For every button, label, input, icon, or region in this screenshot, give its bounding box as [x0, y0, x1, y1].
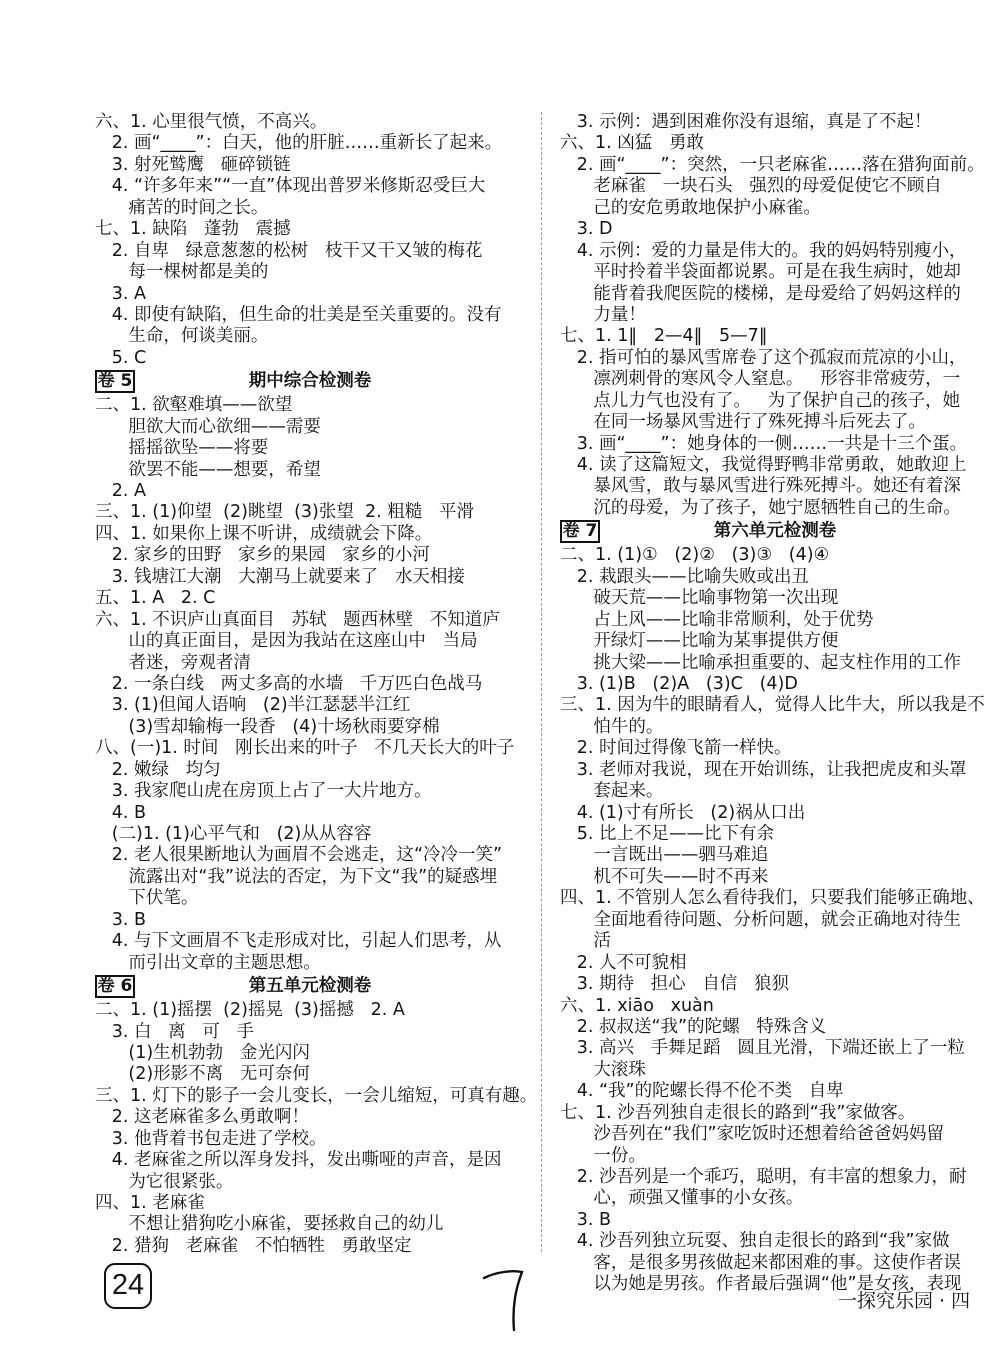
answer-line: 点儿力气也没有了。 为了保护自己的孩子，她	[560, 390, 961, 411]
section-tag: 卷 5	[95, 370, 135, 393]
answer-line: 2. 画“____”：白天，他的肝脏……重新长了起来。	[95, 133, 503, 154]
answer-line: 而引出文章的主题思想。	[95, 952, 321, 973]
answer-line: 每一棵树都是美的	[95, 262, 269, 283]
right-column	[560, 112, 990, 1296]
answer-line: 摇摇欲坠——将要	[95, 438, 269, 459]
page-number: 24	[104, 1263, 152, 1309]
answer-line: 4. 与下文画眉不飞走形成对比，引起人们思考，从	[95, 931, 502, 952]
answer-line: 活	[560, 931, 611, 952]
answer-line: 不想让猎狗吃小麻雀，要拯救自己的幼儿	[95, 1214, 444, 1235]
answer-line: 平时拎着半袋面都说累。可是在我生病时，她却	[560, 262, 961, 283]
answer-line: 七、1. 缺陷 蓬勃 震撼	[95, 219, 291, 240]
answer-line: 4. 即使有缺陷，但生命的壮美是至关重要的。没有	[95, 304, 502, 325]
answer-line: (2)形影不离 无可奈何	[95, 1064, 310, 1085]
answer-line: 3. 射死鹫鹰 砸碎锁链	[95, 154, 291, 175]
answer-line: 二、1. 欲壑难填——欲望	[95, 395, 293, 416]
answer-line: 3. 白 离 可 手	[95, 1021, 255, 1042]
answer-line: 2. 一条白线 两丈多高的水墙 千万匹白色战马	[95, 673, 483, 694]
answer-line: 五、1. A 2. C	[95, 588, 216, 609]
column-divider	[541, 112, 542, 1252]
answer-line: (3)雪却输梅一段香 (4)十场秋雨要穿棉	[95, 716, 440, 737]
answer-line: (1)生机勃勃 金光闪闪	[95, 1042, 310, 1063]
answer-line: 沙吾列在“我们”家吃饭时还想着给爸爸妈妈留	[560, 1124, 945, 1145]
answer-line: (二)1. (1)心平气和 (2)从从容容	[95, 824, 372, 844]
answer-line: 七、1. 沙吾列独自走很长的路到“我”家做客。	[560, 1102, 916, 1123]
answer-line: 二、1. (1)① (2)② (3)③ (4)④	[560, 545, 830, 566]
answer-line: 生命，何谈美丽。	[95, 326, 269, 347]
answer-line: 5. 比上不足——比下有余	[560, 824, 774, 844]
answer-line: 者迷，旁观者清	[95, 652, 251, 673]
answer-line: 暴风雪，敢与暴风雪进行殊死搏斗。她还有着深	[560, 476, 961, 497]
answer-line: 六、1. 心里很气愤，不高兴。	[95, 112, 328, 132]
answer-line: 3. (1)B (2)A (3)C (4)D	[560, 673, 798, 694]
answer-line: 4. 沙吾列独立玩耍、独自走很长的路到“我”家做	[560, 1231, 950, 1252]
answer-line: 2. 自卑 绿意葱葱的松树 枝干又干又皱的梅花	[95, 240, 483, 261]
answer-line: 4. 示例：爱的力量是伟大的。我的妈妈特别瘦小，	[560, 240, 967, 261]
handwritten-mark	[478, 1266, 538, 1336]
answer-line: 八、(一)1. 时间 刚长出来的叶子 不几天长大的叶子	[95, 738, 515, 759]
answer-line: 四、1. 如果你上课不听讲，成绩就会下降。	[95, 523, 433, 544]
section-tag: 卷 7	[560, 520, 600, 543]
answer-line: 六、1. 凶猛 勇敢	[560, 133, 704, 154]
answer-line: 3. 钱塘江大潮 大潮马上就要来了 水天相接	[95, 566, 465, 587]
answer-line: 六、1. 不识庐山真面目 苏轼 题西林壁 不知道庐	[95, 609, 500, 630]
answer-line: 3. 老师对我说，现在开始训练，让我把虎皮和头罩	[560, 759, 967, 780]
section-title: 第六单元检测卷	[713, 521, 837, 542]
answer-line: 套起来。	[560, 781, 664, 802]
answer-line: 为它很紧张。	[95, 1171, 234, 1192]
answer-line: 胆欲大而心欲细——需要	[95, 416, 321, 437]
answer-line: 2. 这老麻雀多么勇敢啊！	[95, 1107, 309, 1128]
answer-line: 机不可失——时不再来	[560, 866, 769, 887]
answer-line: 4. B	[95, 802, 146, 823]
answer-line: 大滚珠	[560, 1059, 646, 1080]
answer-line: 3. B	[95, 909, 146, 930]
answer-line: 2. 猎狗 老麻雀 不怕牺牲 勇敢坚定	[95, 1235, 412, 1256]
answer-line: 四、1. 老麻雀	[95, 1193, 205, 1213]
answer-line: 5. C	[95, 347, 147, 368]
answer-line: 4. “许多年来”“一直”体现出普罗米修斯忍受巨大	[95, 176, 486, 197]
answer-line: 3. A	[95, 283, 146, 304]
answer-line: 2. A	[95, 481, 146, 501]
answer-line: 能背着我爬医院的楼梯，是母爱给了妈妈这样的	[560, 283, 961, 304]
section-title: 第五单元检测卷	[248, 976, 372, 997]
answer-line: 七、1. 1‖ 2—4‖ 5—7‖	[560, 326, 768, 347]
answer-line: 3. 期待 担心 自信 狼狈	[560, 974, 790, 995]
answer-line: 开绿灯——比喻为某事提供方便	[560, 631, 839, 652]
answer-line: 2. 栽跟头——比喻失败或出丑	[560, 566, 809, 587]
answer-line: 心，顽强又懂事的小女孩。	[560, 1188, 804, 1209]
answer-line: 3. D	[560, 219, 613, 240]
answer-line: 2. 嫩绿 均匀	[95, 759, 221, 780]
answer-line: 2. 指可怕的暴风雪席卷了这个孤寂而荒凉的小山，	[560, 347, 967, 368]
answer-line: 3. 他背着书包走进了学校。	[95, 1128, 327, 1149]
answer-line: 以为她是男孩。作者最后强调“他”是女孩，表现	[560, 1274, 962, 1295]
answer-line: 3. 示例：遇到困难你没有退缩，真是了不起！	[560, 112, 932, 132]
answer-line: 沉的母爱，为了孩子，她宁愿牺牲自己的生命。	[560, 497, 961, 518]
answer-line: 3. 我家爬山虎在房顶上占了一大片地方。	[95, 781, 432, 802]
answer-line: 3. B	[560, 1209, 611, 1230]
answer-line: 老麻雀 一块石头 强烈的母爱促使它不顾自	[560, 176, 942, 197]
answer-line: 己的安危勇敢地保护小麻雀。	[560, 197, 821, 218]
section-header	[95, 975, 525, 1000]
answer-line: 2. 人不可貌相	[560, 952, 687, 973]
answer-line: 力量！	[560, 304, 646, 325]
answer-line: 3. 高兴 手舞足蹈 圆且光滑，下端还嵌上了一粒	[560, 1038, 965, 1059]
answer-line: 三、1. 因为牛的眼睛看人，觉得人比牛大，所以我是不	[560, 695, 985, 716]
answer-line: 4. 老麻雀之所以浑身发抖，发出嘶哑的声音，是因	[95, 1150, 502, 1171]
answer-line: 4. “我”的陀螺长得不伦不类 自卑	[560, 1081, 844, 1102]
answer-line: 在同一场暴风雪进行了殊死搏斗后死去了。	[560, 412, 926, 433]
answer-line: 欲罢不能——想要，希望	[95, 459, 321, 480]
answer-line: 客，是很多男孩做起来都困难的事。这使作者误	[560, 1252, 961, 1273]
answer-line: 2. 时间过得像飞箭一样快。	[560, 738, 792, 759]
answer-line: 3. 画“____”：她身体的一侧……一共是十三个蛋。	[560, 433, 968, 454]
answer-line: 占上风——比喻非常顺利，处于优势	[560, 609, 874, 630]
left-column	[95, 112, 538, 1257]
answer-line: 2. 老人很果断地认为画眉不会逃走，这“冷冷一笑”	[95, 845, 503, 866]
answer-line: 一言既出——驷马难追	[560, 845, 769, 866]
answer-line: 三、1. (1)仰望 (2)眺望 (3)张望 2. 粗糙 平滑	[95, 502, 474, 523]
answer-line: 凛冽刺骨的寒风令人窒息。 形容非常疲劳，一	[560, 369, 961, 390]
section-tag: 卷 6	[95, 975, 135, 998]
answer-line: 2. 沙吾列是一个乖巧，聪明，有丰富的想象力，耐	[560, 1167, 967, 1187]
answer-line: 2. 叔叔送“我”的陀螺 特殊含义	[560, 1016, 827, 1037]
answer-line: 4. (1)寸有所长 (2)祸从口出	[560, 802, 806, 823]
answer-line: 六、1. xiāo xuàn	[560, 995, 714, 1016]
answer-line: 怕牛的。	[560, 716, 664, 737]
answer-line: 二、1. (1)摇摆 (2)摇晃 (3)摇撼 2. A	[95, 1000, 405, 1021]
answer-line: 挑大梁——比喻承担重要的、起支柱作用的工作	[560, 652, 961, 673]
answer-line: 4. 读了这篇短文，我觉得野鸭非常勇敢，她敢迎上	[560, 455, 967, 475]
answer-line: 全面地看待问题、分析问题，就会正确地对待生	[560, 909, 961, 930]
section-title: 期中综合检测卷	[248, 371, 372, 392]
answer-line: 一份。	[560, 1145, 646, 1166]
footer-title: 一探究乐园 · 四	[838, 1290, 971, 1312]
answer-line: 痛苦的时间之长。	[95, 197, 269, 218]
answer-line: 下伏笔。	[95, 888, 199, 909]
answer-line: 2. 家乡的田野 家乡的果园 家乡的小河	[95, 545, 430, 566]
section-header	[95, 370, 525, 395]
answer-line: 四、1. 不管别人怎么看待我们，只要我们能够正确地、	[560, 888, 985, 909]
answer-line: 2. 画“____”：突然，一只老麻雀……落在猎狗面前。	[560, 154, 985, 175]
answer-line: 3. (1)但闻人语响 (2)半江瑟瑟半江红	[95, 695, 411, 716]
section-header	[560, 520, 990, 545]
answer-line: 山的真正面目，是因为我站在这座山中 当局	[95, 631, 478, 652]
answer-line: 三、1. 灯下的影子一会儿变长，一会儿缩短，可真有趣。	[95, 1085, 538, 1106]
answer-line: 流露出对“我”说法的否定，为下文“我”的疑惑埋	[95, 866, 498, 887]
answer-line: 破天荒——比喻事物第一次出现	[560, 588, 839, 609]
